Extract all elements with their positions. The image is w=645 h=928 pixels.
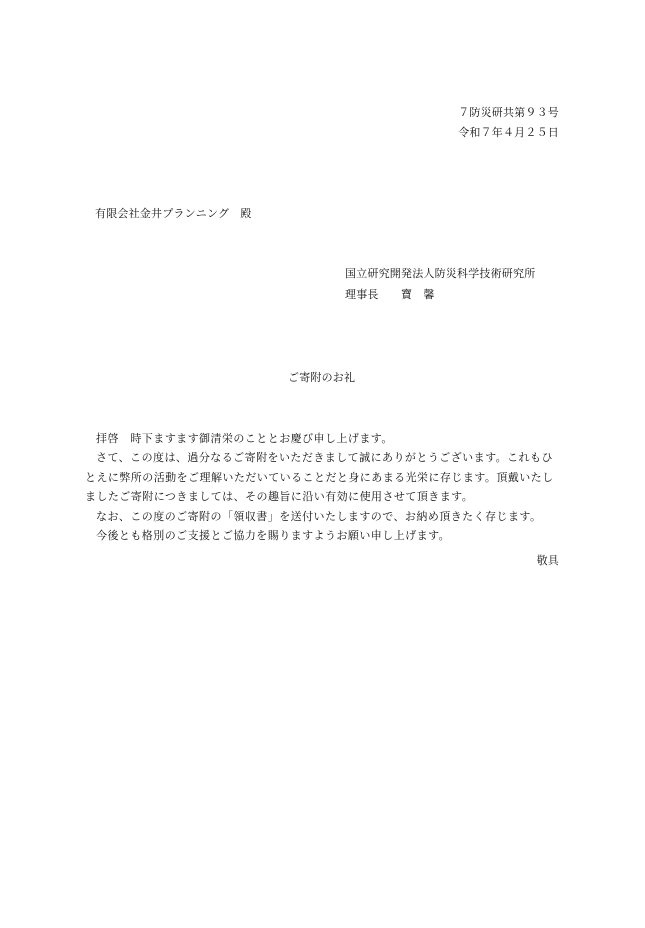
sender-title: 理事長 [345,288,379,301]
sender-signature [345,289,435,300]
document-date: 令和７年４月２５日 [458,126,559,139]
letter-body [85,429,561,545]
support-paragraph: 今後とも格別のご支援とご協力を賜りますようお願い申し上げます。 [96,529,451,543]
recipient-name: 有限会社金井プランニング 殿 [95,207,252,220]
closing-keigu: 敬具 [536,554,559,567]
thanks-paragraph: さて、この度は、過分なるご寄附をいただきまして誠にありがとうございます。これもひとえに弊所の活動をご理解いただいていることだと身にあまる光栄に存じます。頂戴いたしましたご寄附につきましては、その趣旨に沿い有効に使用させて頂きます。 [85,451,554,504]
sender-name: 寶 馨 [401,288,435,301]
receipt-paragraph: なお、この度のご寄附の「領収書」を送付いたしますので、お納め頂きたく存じます。 [96,509,542,523]
greeting-paragraph: 拝啓 時下ますます御清栄のこととお慶び申し上げます。 [96,432,393,445]
sender-organization: 国立研究開発法人防災科学技術研究所 [345,267,536,280]
document-number: ７防災研共第９３号 [458,106,559,119]
letter-title: ご寄附のお礼 [288,371,356,384]
